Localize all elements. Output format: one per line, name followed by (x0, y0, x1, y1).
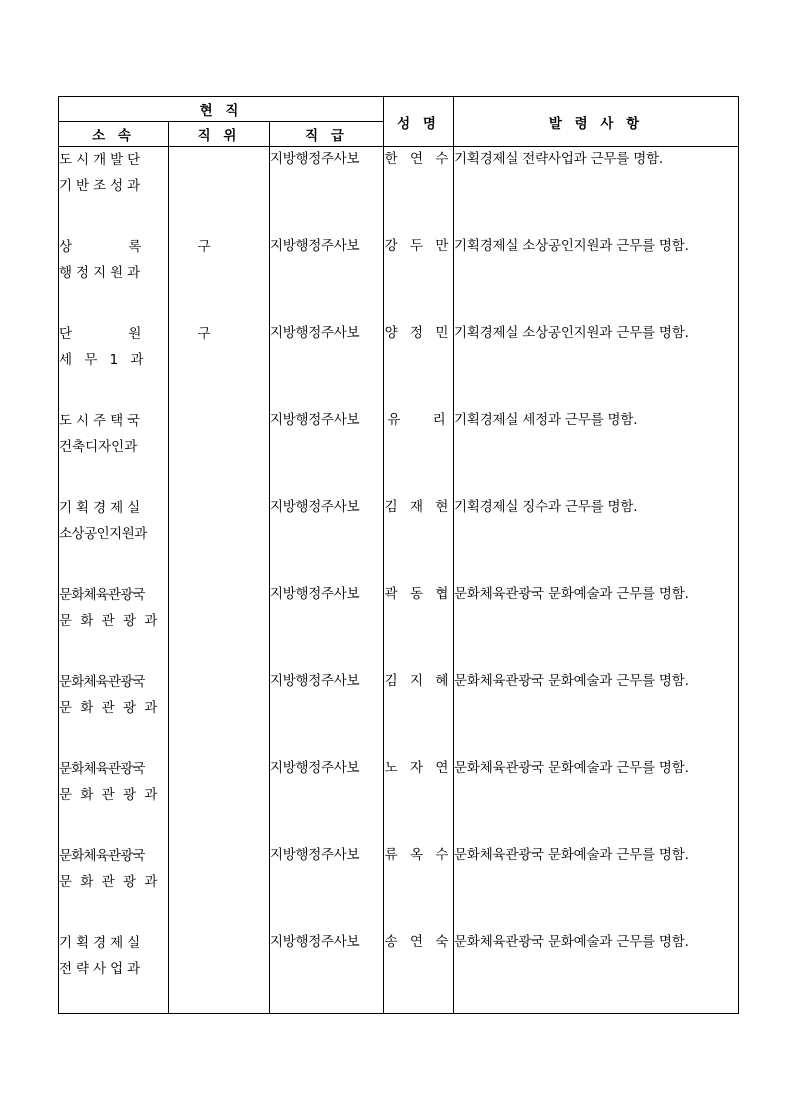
table-row (59, 495, 739, 582)
table-row (59, 669, 739, 756)
order-cell: 기획경제실 소상공인지원과 근무를 명함. (454, 321, 739, 408)
name-cell: 노 자 연 (384, 756, 454, 843)
grade-cell: 지방행정주사보 (270, 930, 384, 1014)
table-row (59, 843, 739, 930)
dept-cell (59, 582, 169, 669)
header-dept: 소 속 (59, 122, 169, 147)
order-cell: 문화체육관광국 문화예술과 근무를 명함. (454, 669, 739, 756)
name-cell: 김 재 현 (384, 495, 454, 582)
order-cell: 문화체육관광국 문화예술과 근무를 명함. (454, 843, 739, 930)
table-row (59, 234, 739, 321)
position-cell (169, 756, 270, 843)
position-cell (169, 843, 270, 930)
table-row (59, 321, 739, 408)
order-cell: 기획경제실 징수과 근무를 명함. (454, 495, 739, 582)
grade-cell: 지방행정주사보 (270, 321, 384, 408)
grade-cell: 지방행정주사보 (270, 582, 384, 669)
position-cell (169, 408, 270, 495)
dept-line-2: 문 화 관 광 과 (59, 699, 160, 716)
grade-cell: 지방행정주사보 (270, 147, 384, 234)
header-grade: 직 급 (270, 122, 384, 147)
dept-line-1: 도시개발단 (59, 152, 145, 168)
name-cell: 김 지 혜 (384, 669, 454, 756)
personnel-order-table (58, 96, 739, 1014)
dept-cell (59, 495, 169, 582)
dept-line-2: 문 화 관 광 과 (59, 786, 160, 803)
name-cell: 강 두 만 (384, 234, 454, 321)
position-cell (169, 495, 270, 582)
dept-line-2: 기반조성과 (59, 178, 145, 194)
order-cell: 문화체육관광국 문화예술과 근무를 명함. (454, 582, 739, 669)
dept-cell (59, 843, 169, 930)
dept-cell (59, 756, 169, 843)
grade-cell: 지방행정주사보 (270, 756, 384, 843)
position-cell (169, 582, 270, 669)
table-row (59, 582, 739, 669)
dept-line-2: 세 무 1 과 (59, 351, 148, 368)
dept-line-1: 기획경제실 (59, 499, 145, 516)
name-cell: 곽 동 협 (384, 582, 454, 669)
table-row (59, 147, 739, 234)
name-cell: 양 정 민 (384, 321, 454, 408)
dept-line-1: 문화체육관광국 (59, 673, 145, 690)
order-cell: 기획경제실 전략사업과 근무를 명함. (454, 147, 739, 234)
header-name: 성 명 (384, 97, 454, 147)
dept-cell (59, 147, 169, 234)
dept-line-2: 소상공인지원과 (59, 525, 147, 542)
dept-line-1: 단 원 구 (59, 325, 237, 342)
order-cell: 문화체육관광국 문화예술과 근무를 명함. (454, 756, 739, 843)
dept-line-1: 도시주택국 (59, 412, 145, 429)
table-row (59, 930, 739, 1014)
dept-line-1: 기획경제실 (59, 934, 145, 951)
dept-cell (59, 321, 237, 408)
dept-line-1: 문화체육관광국 (59, 760, 145, 777)
dept-cell (59, 234, 237, 321)
dept-cell (59, 408, 169, 495)
dept-line-2: 문 화 관 광 과 (59, 873, 160, 890)
dept-cell (59, 669, 169, 756)
dept-line-1: 문화체육관광국 (59, 586, 145, 603)
order-cell: 기획경제실 세정과 근무를 명함. (454, 408, 739, 495)
dept-line-1: 상 록 구 (59, 238, 237, 255)
name-cell: 류 옥 수 (384, 843, 454, 930)
grade-cell: 지방행정주사보 (270, 234, 384, 321)
position-cell (169, 147, 270, 234)
grade-cell: 지방행정주사보 (270, 408, 384, 495)
header-order: 발 령 사 항 (454, 97, 739, 147)
table-row (59, 756, 739, 843)
position-cell (169, 930, 270, 1014)
dept-line-2: 건축디자인과 (59, 438, 138, 455)
name-cell: 유 리 (384, 408, 454, 495)
order-cell: 문화체육관광국 문화예술과 근무를 명함. (454, 930, 739, 1014)
dept-line-1: 문화체육관광국 (59, 847, 145, 864)
header-current-position: 현 직 (59, 97, 384, 122)
name-cell: 송 연 숙 (384, 930, 454, 1014)
dept-line-2: 전략사업과 (59, 960, 145, 977)
position-cell (169, 669, 270, 756)
name-cell: 한 연 수 (384, 147, 454, 234)
order-cell: 기획경제실 소상공인지원과 근무를 명함. (454, 234, 739, 321)
grade-cell: 지방행정주사보 (270, 843, 384, 930)
dept-cell (59, 930, 169, 1014)
dept-line-2: 문 화 관 광 과 (59, 612, 160, 629)
grade-cell: 지방행정주사보 (270, 495, 384, 582)
table-row (59, 408, 739, 495)
grade-cell: 지방행정주사보 (270, 669, 384, 756)
header-position: 직 위 (169, 122, 270, 147)
dept-line-2: 행정지원과 (59, 264, 145, 281)
